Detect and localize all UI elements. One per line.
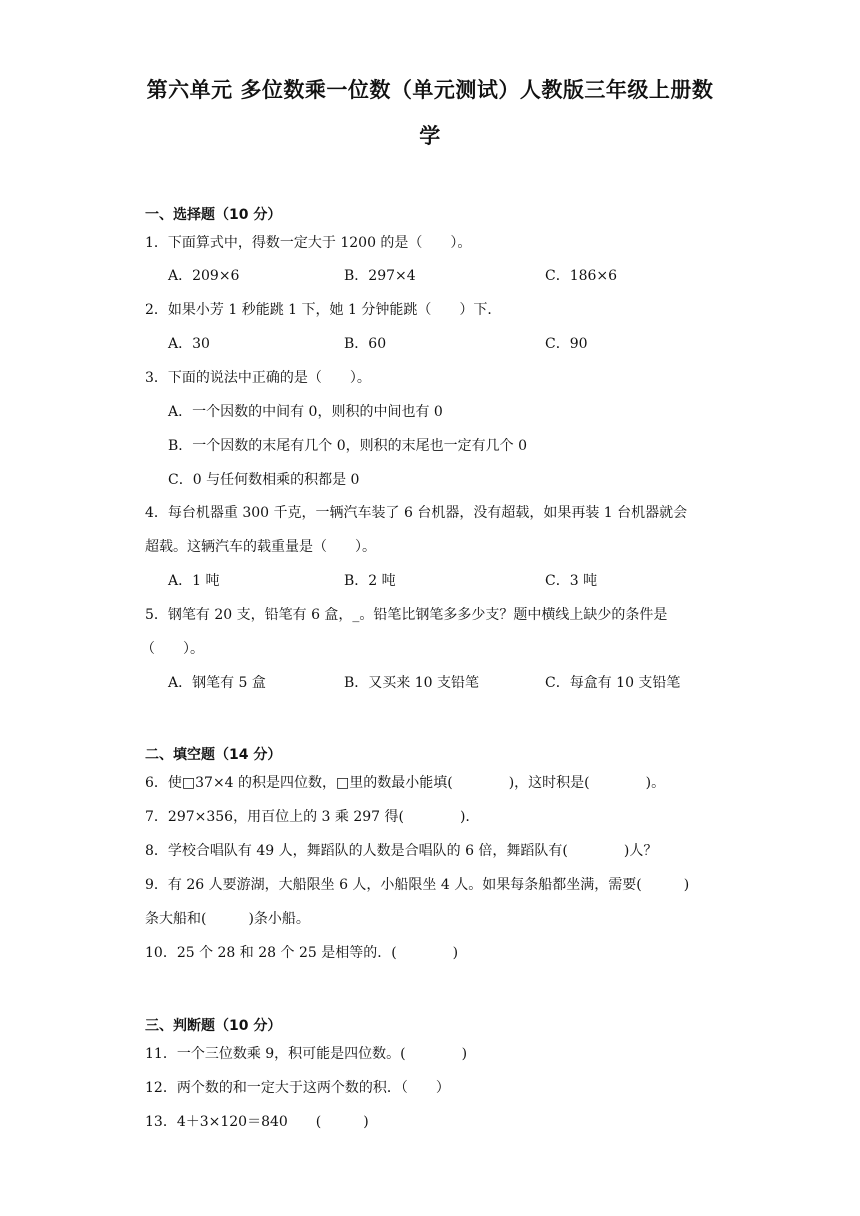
question-3-option-c: C．0 与任何数相乘的积都是 0 bbox=[168, 472, 360, 488]
section-heading-judge: 三、判断题（10 分） bbox=[145, 1018, 282, 1034]
question-2-option-c: C．90 bbox=[545, 336, 588, 352]
question-9-stem-line2: 条大船和( )条小船。 bbox=[145, 911, 310, 927]
document-title-line2: 学 bbox=[419, 124, 441, 148]
question-1-stem: 1．下面算式中，得数一定大于 1200 的是（ ）。 bbox=[145, 235, 472, 251]
question-8-stem: 8．学校合唱队有 49 人，舞蹈队的人数是合唱队的 6 倍，舞蹈队有( )人？ bbox=[145, 843, 658, 859]
question-11-stem: 11．一个三位数乘 9，积可能是四位数。( ) bbox=[145, 1046, 468, 1062]
question-5-option-c: C．每盒有 10 支铅笔 bbox=[545, 675, 681, 691]
question-13-stem: 13．4＋3×120＝840 ( ) bbox=[145, 1114, 369, 1130]
question-2-option-b: B．60 bbox=[344, 336, 387, 352]
question-2-stem: 2．如果小芳 1 秒能跳 1 下，她 1 分钟能跳（ ）下． bbox=[145, 302, 502, 318]
document-title-line1: 第六单元 多位数乘一位数（单元测试）人教版三年级上册数 bbox=[146, 78, 714, 102]
question-2-option-a: A．30 bbox=[168, 336, 210, 352]
question-4-option-a: A．1 吨 bbox=[168, 573, 220, 589]
question-4-stem-line1: 4．每台机器重 300 千克，一辆汽车装了 6 台机器，没有超载，如果再装 1 台机器就会 bbox=[145, 505, 688, 521]
question-12-stem: 12．两个数的和一定大于这两个数的积．（ ） bbox=[145, 1080, 450, 1096]
question-3-option-b: B．一个因数的末尾有几个 0，则积的末尾也一定有几个 0 bbox=[168, 438, 528, 454]
question-1-option-a: A．209×6 bbox=[168, 268, 240, 284]
question-5-stem-line1: 5．钢笔有 20 支，铅笔有 6 盒，_。铅笔比钢笔多多少支？题中横线上缺少的条件是 bbox=[145, 607, 668, 623]
question-5-stem-line2: （ ）。 bbox=[141, 641, 204, 657]
section-heading-choice: 一、选择题（10 分） bbox=[145, 207, 282, 223]
question-1-option-c: C．186×6 bbox=[545, 268, 618, 284]
question-4-option-c: C．3 吨 bbox=[545, 573, 598, 589]
question-4-stem-line2: 超载。这辆汽车的载重量是（ ）。 bbox=[145, 539, 376, 555]
question-9-stem-line1: 9．有 26 人要游湖，大船限坐 6 人，小船限坐 4 人。如果每条船都坐满，需要( ) bbox=[145, 877, 690, 893]
question-3-stem: 3．下面的说法中正确的是（ ）。 bbox=[145, 370, 371, 386]
question-5-option-b: B．又买来 10 支铅笔 bbox=[344, 675, 480, 691]
question-10-stem: 10．25 个 28 和 28 个 25 是相等的．( ) bbox=[145, 945, 459, 961]
question-6-stem: 6．使□37×4 的积是四位数，□里的数最小能填( )，这时积是( )。 bbox=[145, 775, 666, 791]
question-5-option-a: A．钢笔有 5 盒 bbox=[168, 675, 266, 691]
question-4-option-b: B．2 吨 bbox=[344, 573, 396, 589]
question-3-option-a: A．一个因数的中间有 0，则积的中间也有 0 bbox=[168, 404, 443, 420]
question-1-option-b: B．297×4 bbox=[344, 268, 416, 284]
section-heading-fill: 二、填空题（14 分） bbox=[145, 747, 282, 763]
question-7-stem: 7．297×356，用百位上的 3 乘 297 得( ). bbox=[145, 809, 470, 825]
